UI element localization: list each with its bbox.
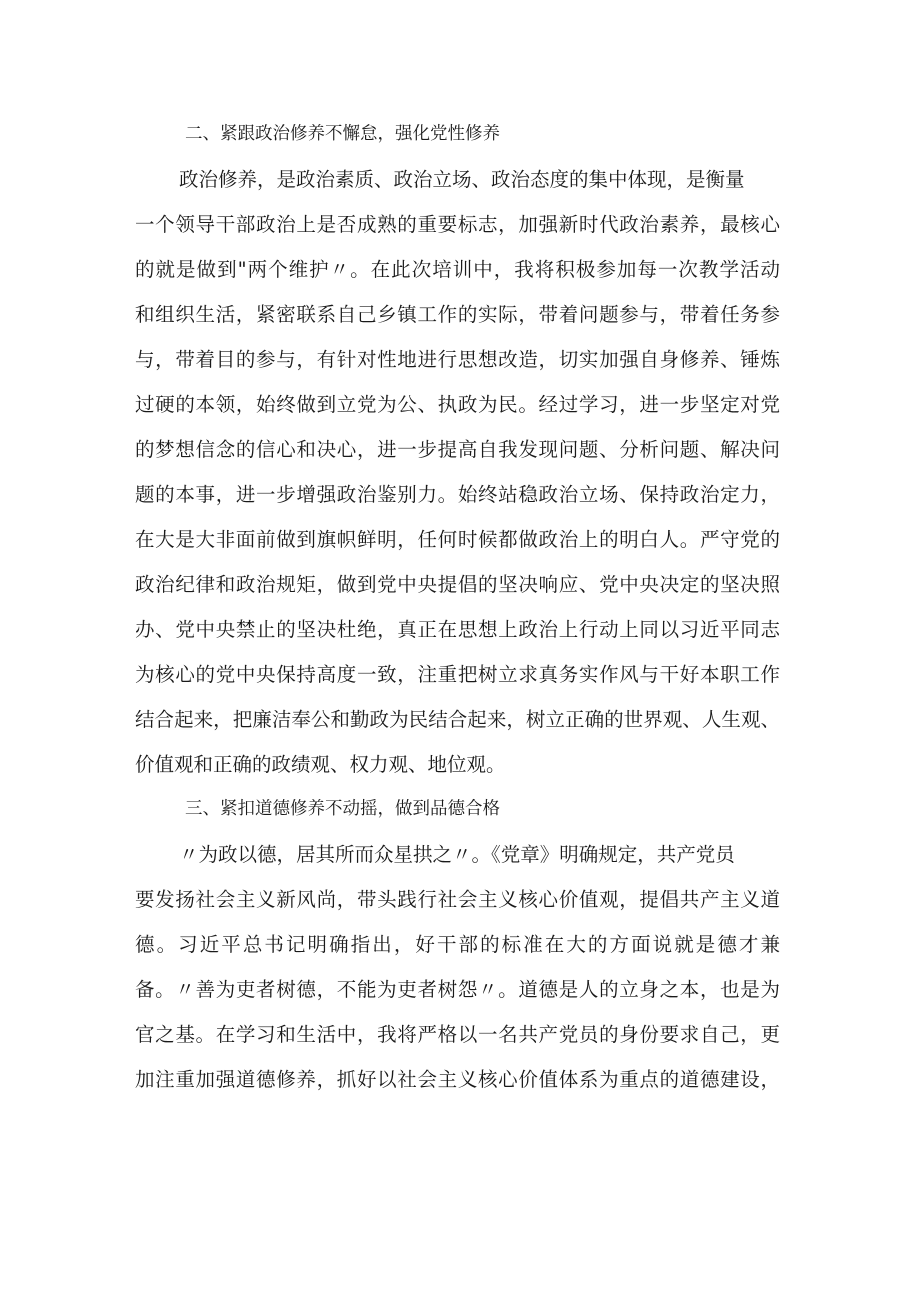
text-line: 官之基。在学习和生活中，我将严格以一名共产党员的身份要求自己，更 xyxy=(135,1023,780,1046)
text-line: 和组织生活，紧密联系自己乡镇工作的实际，带着问题参与，带着任务参 xyxy=(135,303,780,326)
text-line: 政治纪律和政治规矩，做到党中央提倡的坚决响应、党中央决定的坚决照 xyxy=(135,573,780,596)
text-line: 〃为政以德，居其所而众星拱之〃。《党章》明确规定，共产党员 xyxy=(179,843,735,866)
text-line: 的梦想信念的信心和决心，进一步提高自我发现问题、分析问题、解决问 xyxy=(135,438,780,461)
section-heading-moral-cultivation: 三、紧扣道德修养不动摇，做到品德合格 xyxy=(185,799,500,819)
section-heading-political-cultivation: 二、紧跟政治修养不懈怠，强化党性修养 xyxy=(185,124,500,144)
text-line: 政治修养，是政治素质、政治立场、政治态度的集中体现，是衡量 xyxy=(179,168,745,191)
document-body xyxy=(135,112,780,1102)
paragraph-political-cultivation xyxy=(135,157,780,787)
text-line: 为核心的党中央保持高度一致，注重把树立求真务实作风与干好本职工作 xyxy=(135,663,780,686)
paragraph-moral-cultivation xyxy=(135,832,780,1102)
text-line: 与，带着目的参与，有针对性地进行思想改造，切实加强自身修养、锤炼 xyxy=(135,348,780,371)
text-line: 过硬的本领，始终做到立党为公、执政为民。经过学习，进一步坚定对党 xyxy=(135,393,780,416)
text-line: 办、党中央禁止的坚决杜绝，真正在思想上政治上行动上同以习近平同志 xyxy=(135,618,780,641)
text-line: 价值观和正确的政绩观、权力观、地位观。 xyxy=(135,753,506,776)
text-line: 结合起来，把廉洁奉公和勤政为民结合起来，树立正确的世界观、人生观、 xyxy=(135,708,780,731)
text-line: 的就是做到"两个维护〃。在此次培训中，我将积极参加每一次教学活动 xyxy=(135,258,780,281)
text-line: 要发扬社会主义新风尚，带头践行社会主义核心价值观，提倡共产主义道 xyxy=(135,888,780,911)
text-line: 在大是大非面前做到旗帜鲜明，任何时候都做政治上的明白人。严守党的 xyxy=(135,528,780,551)
text-line: 一个领导干部政治上是否成熟的重要标志，加强新时代政治素养，最核心 xyxy=(135,213,780,236)
text-line: 题的本事，进一步增强政治鉴别力。始终站稳政治立场、保持政治定力， xyxy=(135,483,780,506)
text-line: 德。习近平总书记明确指出，好干部的标准在大的方面说就是德才兼 xyxy=(135,933,780,956)
text-line: 备。〃善为吏者树德，不能为吏者树怨〃。道德是人的立身之本，也是为 xyxy=(135,978,780,1001)
text-line: 加注重加强道德修养，抓好以社会主义核心价值体系为重点的道德建设， xyxy=(135,1068,780,1091)
